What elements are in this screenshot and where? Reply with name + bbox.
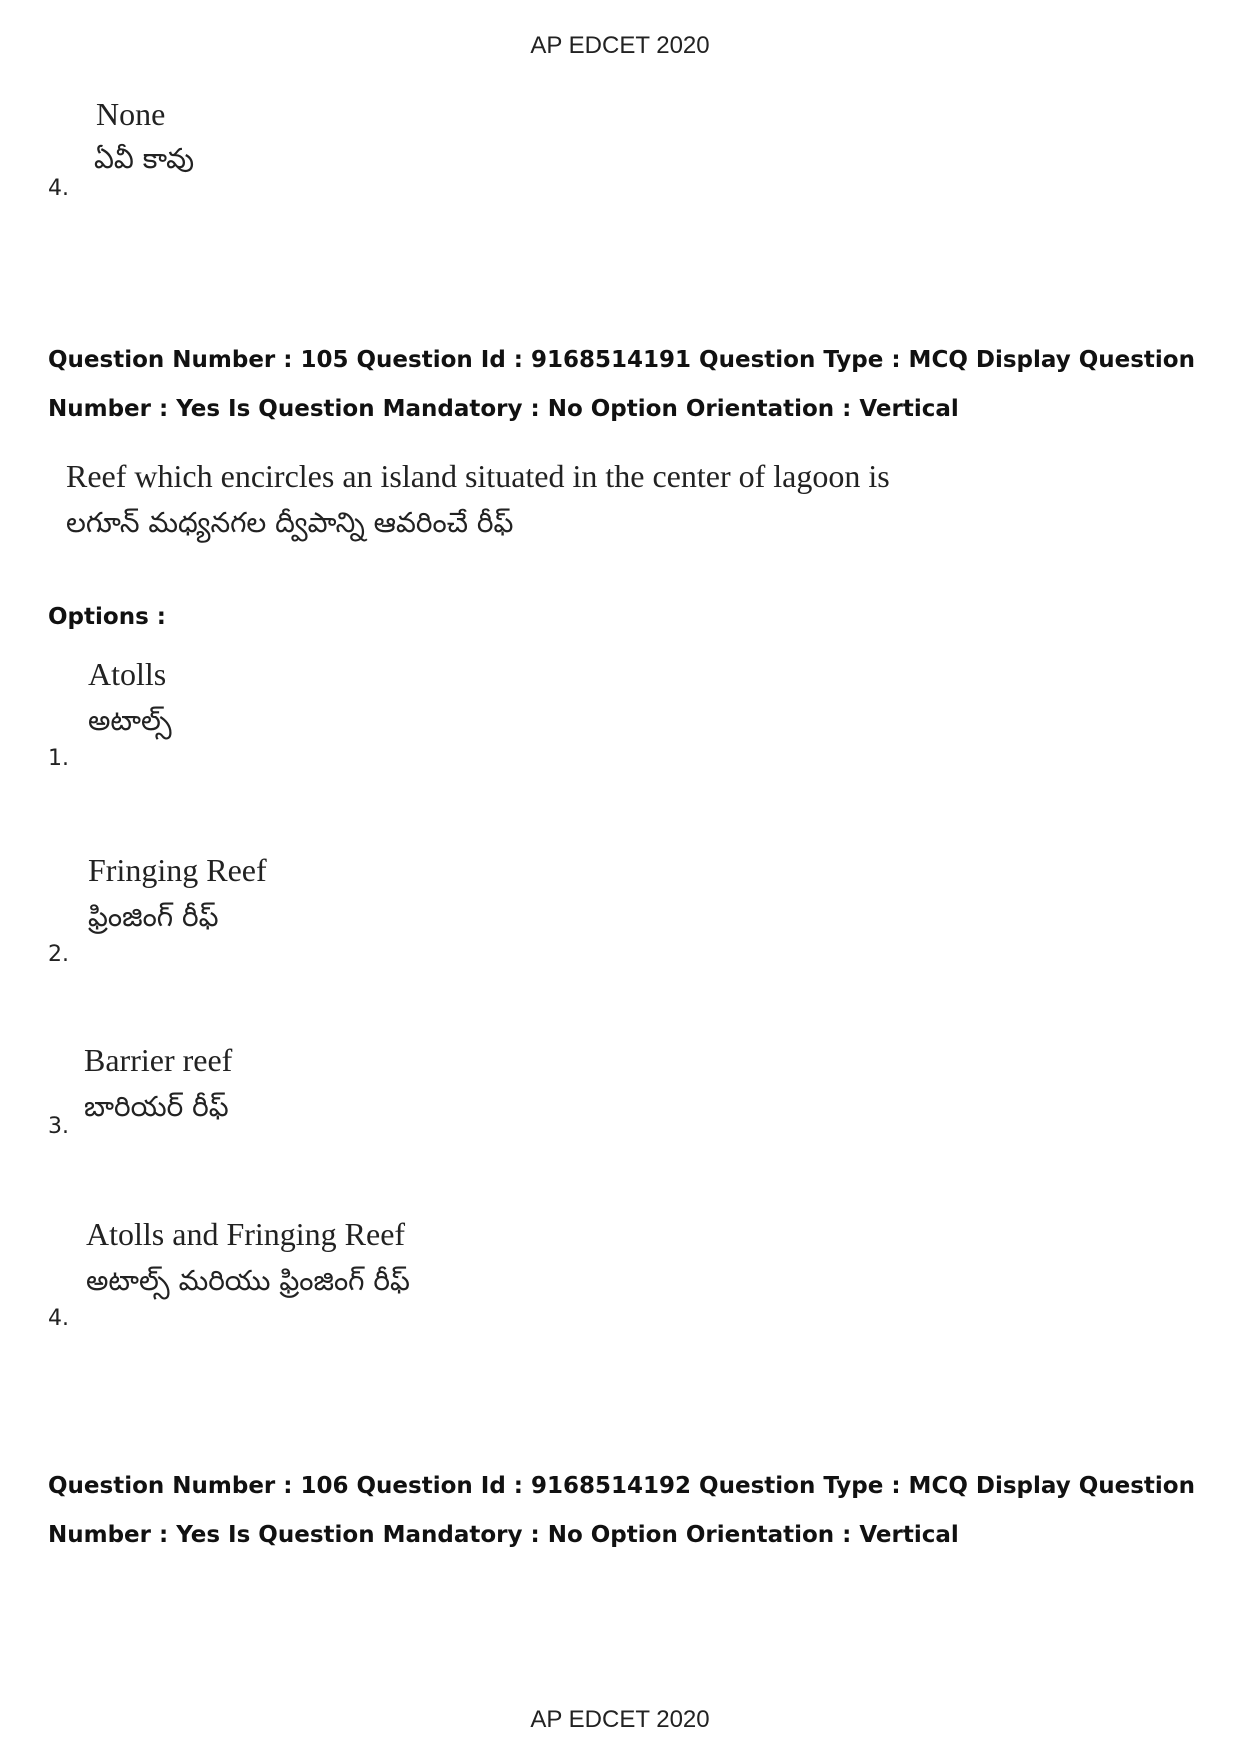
- option-2-english: Fringing Reef: [88, 852, 267, 888]
- option-3-english: Barrier reef: [84, 1042, 233, 1078]
- option-2-telugu: ఫ్రింజింగ్ రీఫ్: [88, 900, 219, 933]
- question-105-text-english: Reef which encircles an island situated in the center of lagoon is: [66, 458, 890, 494]
- option-1-telugu: అటాల్స్: [88, 704, 172, 737]
- question-105-meta-line2: Number : Yes Is Question Mandatory : No Option Orientation : Vertical: [48, 396, 959, 422]
- prev-option-4-telugu: ఏవీ కావు: [94, 142, 195, 175]
- option-1-number: 1.: [48, 746, 69, 771]
- question-105-meta-line1: Question Number : 105 Question Id : 9168514191 Question Type : MCQ Display Question: [48, 347, 1195, 373]
- option-4-number: 4.: [48, 1306, 69, 1331]
- option-3-number: 3.: [48, 1114, 69, 1139]
- option-2-number: 2.: [48, 942, 69, 967]
- page-footer: AP EDCET 2020: [530, 1706, 710, 1733]
- question-106-meta: [48, 1462, 1198, 1560]
- page-header: AP EDCET 2020: [530, 32, 710, 59]
- question-106-meta-line1: Question Number : 106 Question Id : 9168514192 Question Type : MCQ Display Question: [48, 1473, 1195, 1499]
- option-4-english: Atolls and Fringing Reef: [86, 1216, 406, 1252]
- prev-option-4-english: None: [96, 96, 166, 132]
- prev-option-4-number: 4.: [48, 176, 69, 201]
- option-1-english: Atolls: [88, 656, 167, 692]
- options-label: Options :: [48, 604, 166, 630]
- question-105-meta: [48, 336, 1198, 434]
- option-4-telugu: అటాల్స్ మరియు ఫ్రింజింగ్ రీఫ్: [86, 1264, 410, 1297]
- option-3-telugu: బారియర్ రీఫ్: [84, 1090, 229, 1123]
- question-106-meta-line2: Number : Yes Is Question Mandatory : No Option Orientation : Vertical: [48, 1522, 959, 1548]
- question-105-text-telugu: లగూన్ మధ్యనగల ద్వీపాన్ని ఆవరించే రీఫ్: [66, 506, 514, 539]
